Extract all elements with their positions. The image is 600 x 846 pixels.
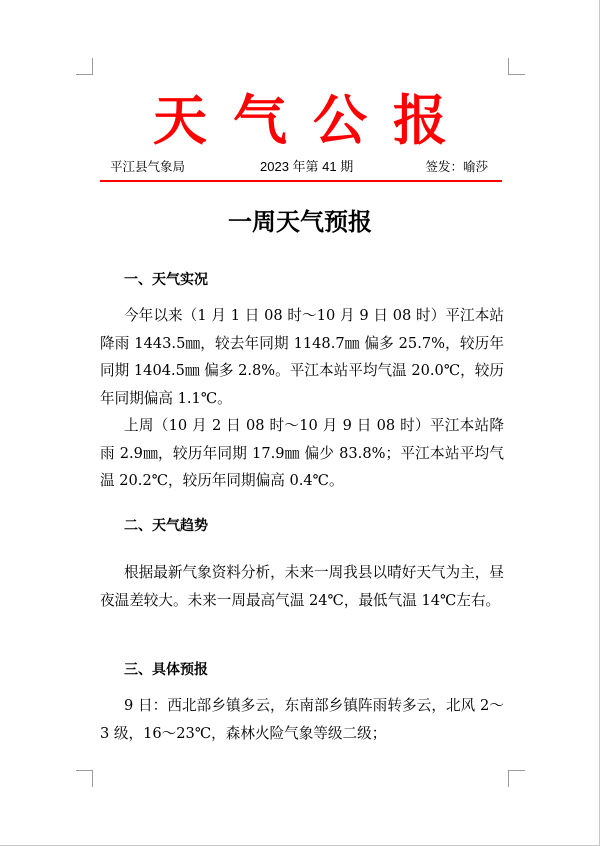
masthead-title: 天气公报 [153, 89, 473, 152]
section-heading-forecast: 三、具体预报 [124, 662, 208, 678]
section-body-forecast [100, 692, 504, 747]
issuer-name: 平江县气象局 [110, 159, 186, 174]
issue-info-line [100, 156, 500, 178]
crop-mark-top-right [508, 58, 525, 75]
section-heading-observations: 一、天气实况 [124, 272, 208, 288]
red-header-rule [100, 180, 502, 182]
section-body-trend [100, 559, 504, 614]
paragraph-trend: 根据最新气象资料分析，未来一周我县以晴好天气为主，昼夜温差较大。未来一周最高气温 24℃，最低气温 14℃左右。 [100, 564, 504, 609]
paragraph-forecast-day: 9 日：西北部乡镇多云，东南部乡镇阵雨转多云，北风 2～3 级，16～23℃，森林火险气象等级二级； [100, 697, 504, 742]
section-body-observations [100, 302, 504, 495]
document-title: 一周天气预报 [228, 208, 372, 236]
issue-number: 2023 年第 41 期 [260, 159, 354, 174]
paragraph-year-summary: 今年以来（1 月 1 日 08 时～10 月 9 日 08 时）平江本站降雨 1443.5㎜，较去年同期 1148.7㎜ 偏多 25.7%，较历年同期 1404.5㎜ 偏多 2.8%。平江本站平均气温 20.0℃，较历年同期偏高 1.1℃。 [100, 307, 504, 407]
paragraph-last-week: 上周（10 月 2 日 08 时～10 月 9 日 08 时）平江本站降雨 2.9㎜，较历年同期 17.9㎜ 偏少 83.8%；平江本站平均气温 20.2℃，较历年同期偏高 0.4℃。 [100, 417, 504, 489]
section-heading-trend: 二、天气趋势 [124, 518, 208, 534]
crop-mark-bottom-left [76, 770, 93, 787]
crop-mark-top-left [76, 58, 93, 75]
signer-name: 签发：喻莎 [425, 159, 488, 174]
crop-mark-bottom-right [508, 770, 525, 787]
